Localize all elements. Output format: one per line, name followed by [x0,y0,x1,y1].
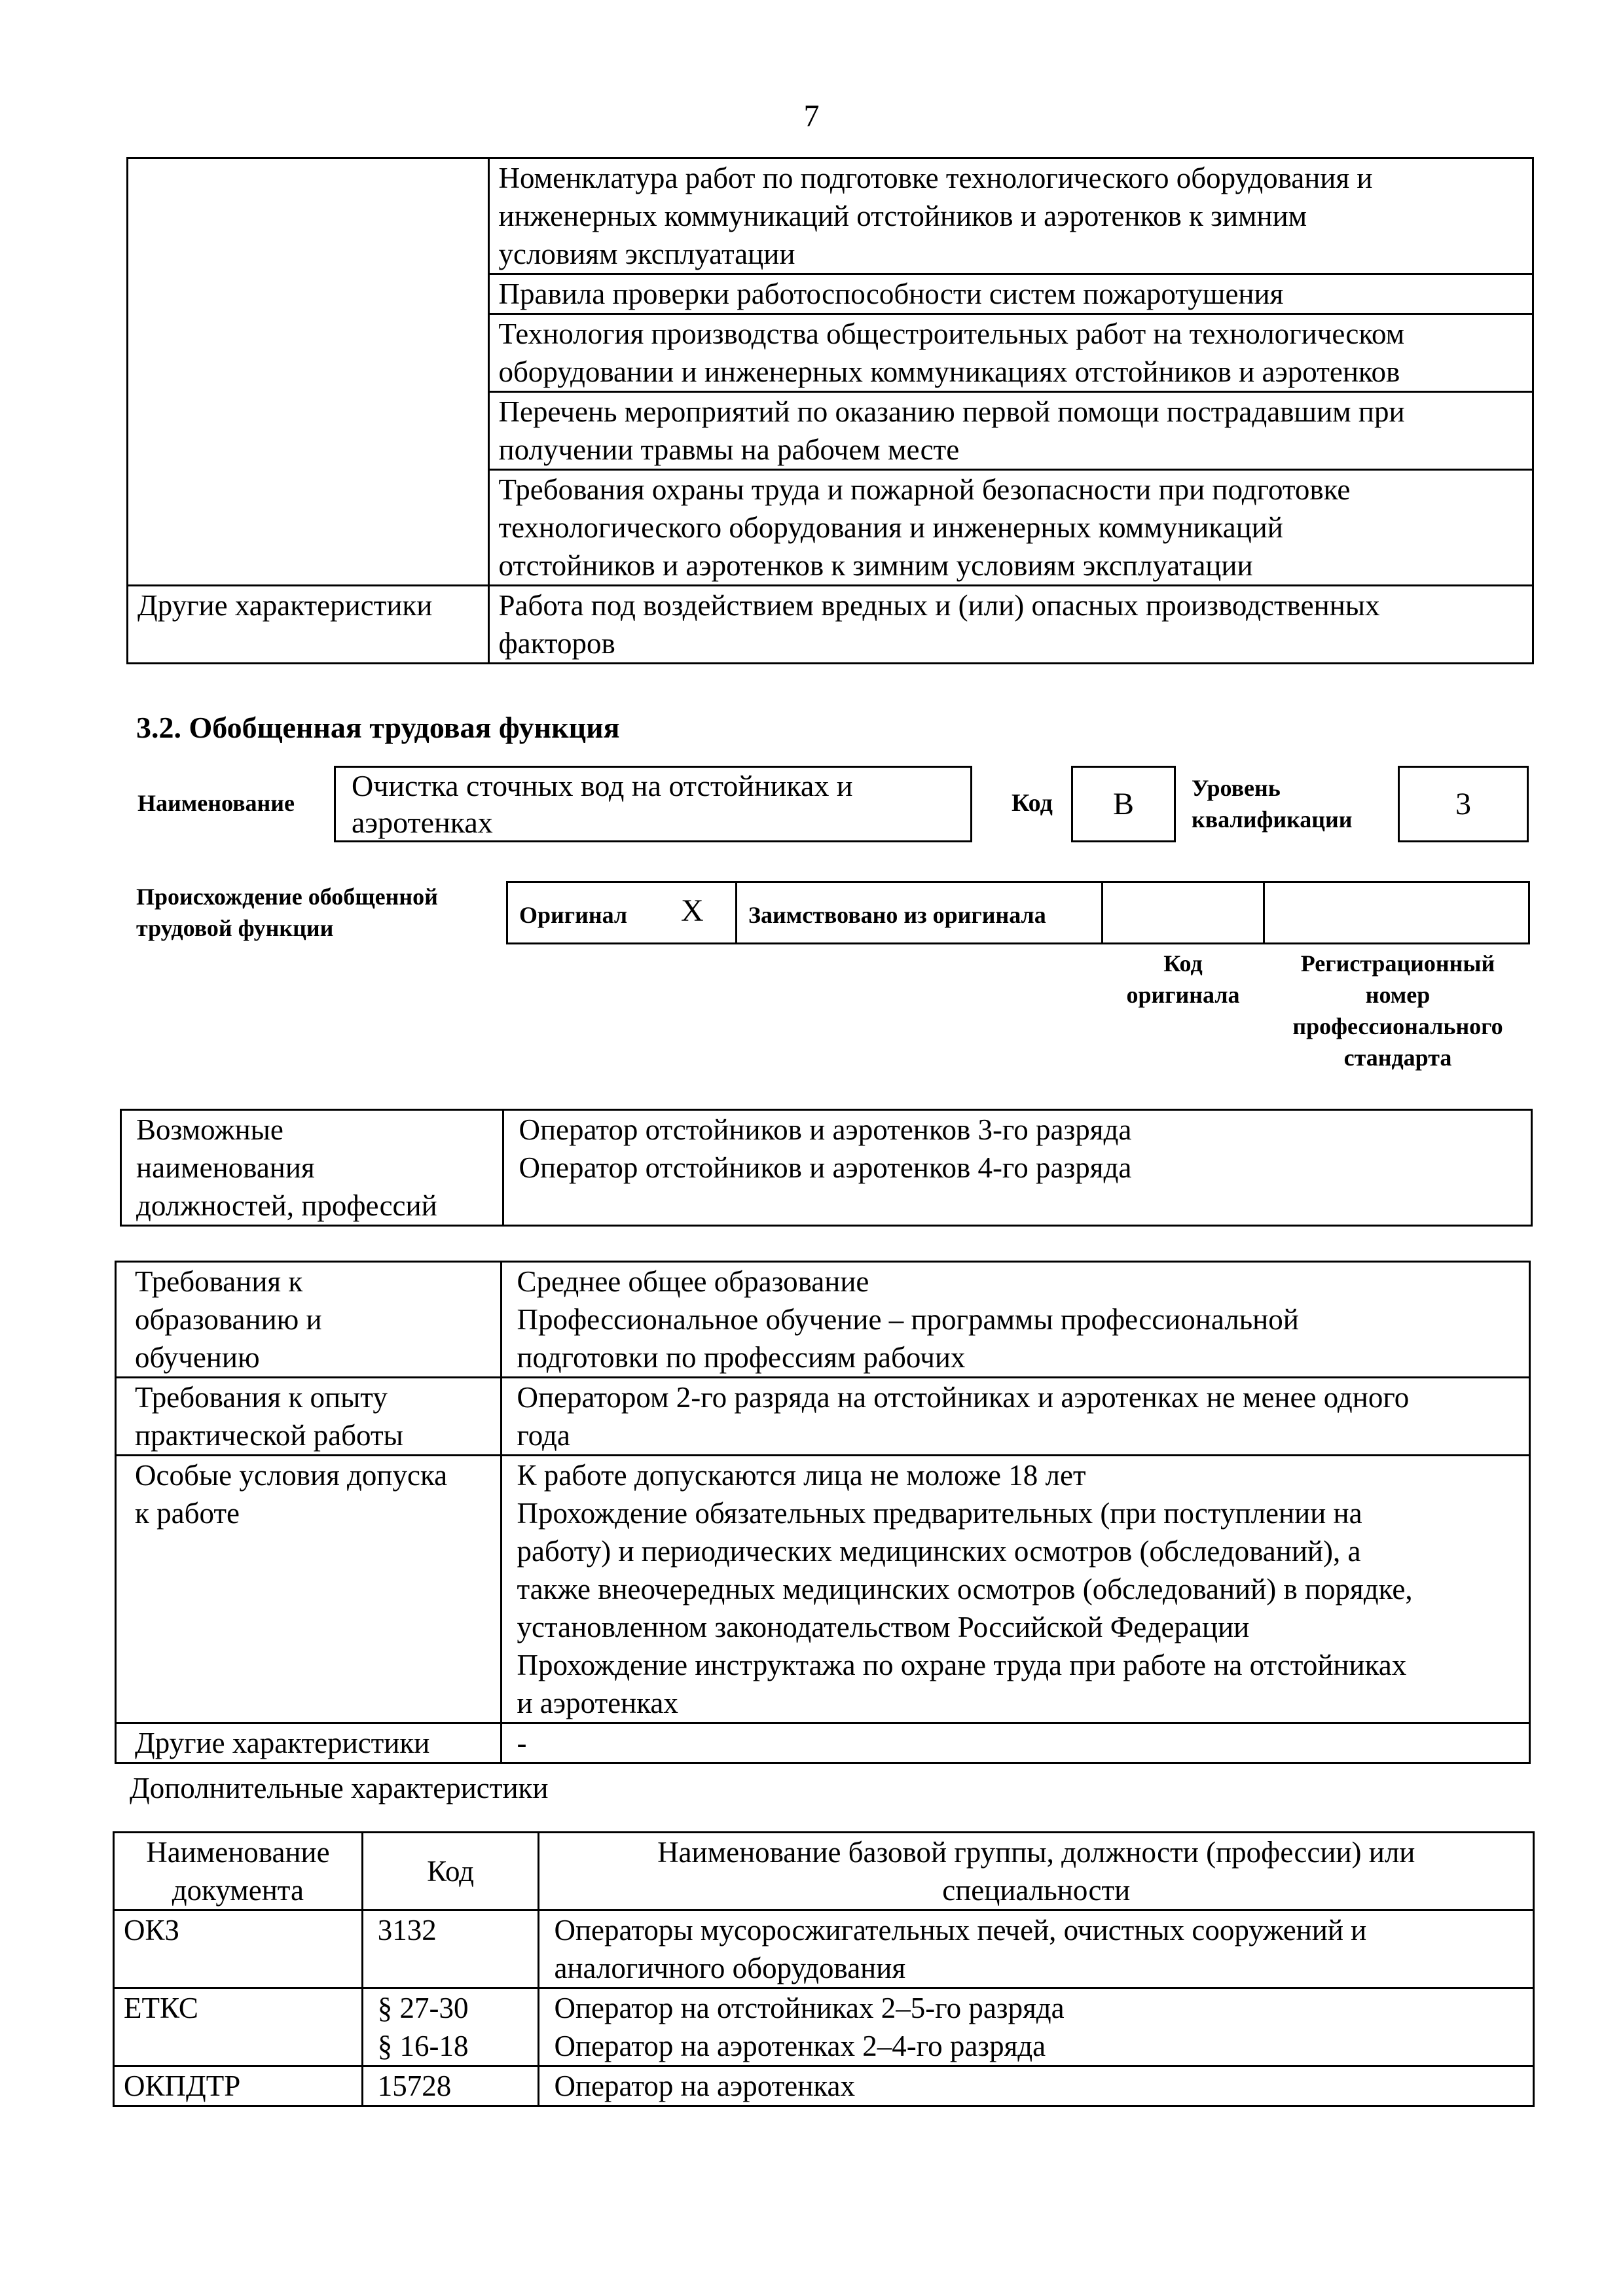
table-row [116,1378,1530,1456]
code-label: Код [1012,789,1053,817]
table-cell: ЕТКС [114,1988,363,2066]
table-row [128,158,1533,274]
table-cell: Оператор на отстойниках 2–5-го разряда Оператор на аэротенках 2–4-го разряда [539,1988,1534,2066]
top-table [126,157,1534,664]
section-heading: 3.2. Обобщенная трудовая функция [136,711,620,744]
table-cell: Другие характеристики [128,586,489,664]
table-cell: Особые условия допуска к работе [116,1456,501,1723]
table-cell: Номенклатура работ по подготовке технологического оборудования и инженерных коммуникаций отстойников и аэротенков к зимним условиям эксплуатации [488,158,1533,274]
level-label: Уровень квалификации [1192,775,1353,833]
table-row [114,1910,1534,1988]
table-row [128,586,1533,664]
table-row [116,1723,1530,1763]
table-cell: § 27-30 § 16-18 [362,1988,539,2066]
reg-number-caption: Регистрационный номер профессионального стандарта [1292,950,1503,1071]
table-cell: ОКПДТР [114,2066,363,2106]
table-cell: К работе допускаются лица не моложе 18 лет Прохождение обязательных предварительных (при поступлении на работу) и периодических медицинских осмотров (обследований), а также внеочередных медицинских осмотров (обследований) в порядке, установленном законодательством Российской Федерации Прохождение инструктажа по охране труда при работе на отстойниках и аэротенках [501,1456,1530,1723]
level-value-box: 3 [1398,766,1529,842]
table-row [114,2066,1534,2106]
table-row [114,1833,1534,1910]
table-cell: Оператор на аэротенках [539,2066,1534,2106]
table-cell: Оператором 2-го разряда на отстойниках и аэротенках не менее одного года [501,1378,1530,1456]
table-row [114,1988,1534,2066]
table-cell: Технология производства общестроительных работ на технологическом оборудовании и инженерных коммуникациях отстойников и аэротенков [488,314,1533,392]
table-header: Код [362,1833,539,1910]
table-row [121,1110,1532,1226]
table-cell: Требования к образованию и обучению [116,1262,501,1378]
table-cell: Требования к опыту практической работы [116,1378,501,1456]
table-row [116,1456,1530,1723]
table-cell: Перечень мероприятий по оказанию первой помощи пострадавшим при получении травмы на рабочем месте [488,392,1533,470]
page-number: 7 [803,99,820,134]
table-cell: Среднее общее образование Профессиональное обучение – программы профессиональной подготовки по профессиям рабочих [501,1262,1530,1378]
additional-heading: Дополнительные характеристики [130,1772,549,1804]
table-cell: Работа под воздействием вредных и (или) опасных производственных факторов [488,586,1533,664]
table-cell: Оператор отстойников и аэротенков 3-го разряда Оператор отстойников и аэротенков 4-го разряда [503,1110,1532,1226]
table-cell: Возможные наименования должностей, профессий [121,1110,503,1226]
table-cell: 15728 [362,2066,539,2106]
table-cell: Другие характеристики [116,1723,501,1763]
name-label: Наименование [137,790,295,816]
original-mark: X [681,893,704,928]
requirements-table [115,1261,1531,1764]
code-original-caption: Код оригинала [1126,950,1240,1008]
table-cell: - [501,1723,1530,1763]
additional-table [113,1831,1535,2107]
table-cell: ОКЗ [114,1910,363,1988]
table-cell: Операторы мусоросжигательных печей, очистных сооружений и аналогичного оборудования [539,1910,1534,1988]
table-cell: Правила проверки работоспособности систем пожаротушения [488,274,1533,314]
function-name-box: Очистка сточных вод на отстойниках и аэротенках [334,766,972,842]
table-header: Наименование базовой группы, должности (профессии) или специальности [539,1833,1534,1910]
table-row [116,1262,1530,1378]
table-header: Наименование документа [114,1833,363,1910]
code-value-box: B [1071,766,1176,842]
table-cell: Требования охраны труда и пожарной безопасности при подготовке технологического оборудования и инженерных коммуникаций отстойников и аэротенков к зимним условиям эксплуатации [488,470,1533,586]
positions-table [120,1109,1533,1227]
original-label: Оригинал [519,902,628,928]
origin-code-cell [1101,881,1265,944]
origin-label: Происхождение обобщенной трудовой функции [136,884,438,941]
table-cell: 3132 [362,1910,539,1988]
borrowed-label: Заимствовано из оригинала [748,902,1046,928]
